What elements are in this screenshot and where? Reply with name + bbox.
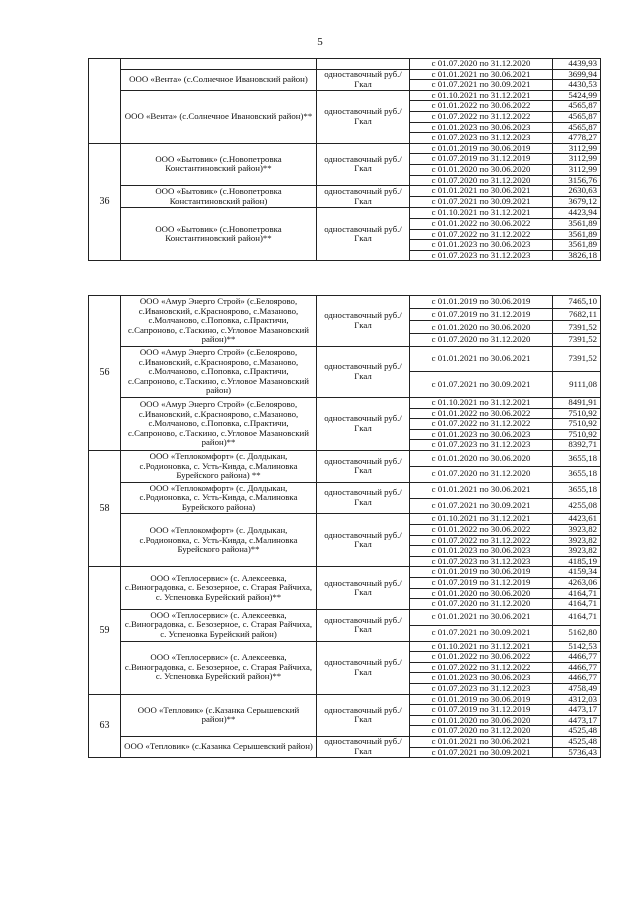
organization-cell	[121, 59, 317, 70]
period-cell: с 01.07.2021 по 30.09.2021	[410, 498, 553, 514]
tariff-value-cell: 8392,71	[553, 440, 601, 451]
tariff-value-cell: 7465,10	[553, 296, 601, 309]
tariff-value-cell: 9111,08	[553, 372, 601, 397]
period-cell: с 01.01.2023 по 30.06.2023	[410, 240, 553, 251]
tariff-value-cell: 3655,18	[553, 482, 601, 498]
table-row	[89, 296, 601, 309]
period-cell: с 01.01.2021 по 30.06.2021	[410, 186, 553, 197]
tariff-value-cell: 4758,49	[553, 683, 601, 694]
tariff-value-cell: 4778,27	[553, 133, 601, 144]
tariff-value-cell: 3561,89	[553, 229, 601, 240]
tariff-unit-cell: одноставочный руб./Гкал	[317, 397, 410, 450]
tariff-value-cell: 4466,77	[553, 652, 601, 663]
period-cell: с 01.07.2019 по 31.12.2019	[410, 578, 553, 589]
tariff-value-cell: 3655,18	[553, 466, 601, 482]
period-cell: с 01.01.2020 по 30.06.2020	[410, 164, 553, 175]
tariff-unit-cell: одноставочный руб./Гкал	[317, 143, 410, 185]
tariff-value-cell: 3699,94	[553, 69, 601, 80]
organization-cell: ООО «Амур Энерго Строй» (с.Белоярово, с.Ивановский, с.Красноярово, с.Мазаново, с.Молчаново, с.Поповка, с.Практичи, с.Сапроново, с.Таскино, с.Угловое Мазановский район)**	[121, 296, 317, 347]
period-cell: с 01.07.2022 по 31.12.2022	[410, 535, 553, 546]
period-cell: с 01.07.2023 по 31.12.2023	[410, 133, 553, 144]
period-cell: с 01.07.2019 по 31.12.2019	[410, 308, 553, 321]
period-cell: с 01.07.2021 по 30.09.2021	[410, 372, 553, 397]
period-cell: с 01.07.2023 по 31.12.2023	[410, 683, 553, 694]
tariff-value-cell: 4565,87	[553, 101, 601, 112]
table-row	[89, 736, 601, 747]
period-cell: с 01.01.2020 по 30.06.2020	[410, 588, 553, 599]
tariff-unit-cell: одноставочный руб./Гкал	[317, 736, 410, 757]
period-cell: с 01.07.2022 по 31.12.2022	[410, 662, 553, 673]
organization-cell: ООО «Теплосервис» (с. Алексеевка, с.Виноградовка, с. Безозерное, с. Старая Райчиха, с. Успеновка Бурейский район)**	[121, 641, 317, 694]
tariff-value-cell: 4185,19	[553, 556, 601, 567]
period-cell: с 01.07.2023 по 31.12.2023	[410, 250, 553, 261]
tariff-value-cell: 4255,08	[553, 498, 601, 514]
period-cell: с 01.01.2021 по 30.06.2021	[410, 609, 553, 625]
tariff-value-cell: 5142,53	[553, 641, 601, 652]
period-cell: с 01.10.2021 по 31.12.2021	[410, 514, 553, 525]
item-number: 36	[89, 143, 121, 261]
tariff-value-cell: 7391,52	[553, 321, 601, 334]
organization-cell: ООО «Тепловик» (с.Казанка Серышевский район)**	[121, 694, 317, 736]
period-cell: с 01.07.2023 по 31.12.2023	[410, 440, 553, 451]
tariff-value-cell: 3923,82	[553, 535, 601, 546]
period-cell: с 01.01.2022 по 30.06.2022	[410, 101, 553, 112]
table-row	[89, 397, 601, 408]
period-cell: с 01.07.2019 по 31.12.2019	[410, 154, 553, 165]
tariff-value-cell: 4164,71	[553, 609, 601, 625]
period-cell: с 01.01.2023 по 30.06.2023	[410, 546, 553, 557]
tariff-value-cell: 3923,82	[553, 525, 601, 536]
tariff-value-cell: 4263,06	[553, 578, 601, 589]
tariff-unit-cell: одноставочный руб./Гкал	[317, 69, 410, 90]
organization-cell: ООО «Бытовик» (с.Новопетровка Константиновский район)**	[121, 143, 317, 185]
tariff-value-cell: 3923,82	[553, 546, 601, 557]
tariff-value-cell: 4565,87	[553, 122, 601, 133]
item-number: 59	[89, 567, 121, 694]
period-cell: с 01.01.2022 по 30.06.2022	[410, 218, 553, 229]
tariff-value-cell: 3826,18	[553, 250, 601, 261]
tariff-value-cell: 5162,80	[553, 625, 601, 641]
period-cell: с 01.01.2023 по 30.06.2023	[410, 673, 553, 684]
period-cell: с 01.07.2023 по 31.12.2023	[410, 556, 553, 567]
item-number	[89, 59, 121, 144]
period-cell: с 01.01.2021 по 30.06.2021	[410, 482, 553, 498]
period-cell: с 01.07.2022 по 31.12.2022	[410, 229, 553, 240]
period-cell: с 01.07.2021 по 30.09.2021	[410, 625, 553, 641]
tariff-value-cell: 4423,61	[553, 514, 601, 525]
period-cell: с 01.10.2021 по 31.12.2021	[410, 208, 553, 219]
period-cell: с 01.07.2021 по 30.09.2021	[410, 197, 553, 208]
table-row	[89, 514, 601, 525]
period-cell: с 01.07.2019 по 31.12.2019	[410, 705, 553, 716]
period-cell: с 01.01.2020 по 30.06.2020	[410, 715, 553, 726]
table-row	[89, 641, 601, 652]
period-cell: с 01.01.2021 по 30.06.2021	[410, 69, 553, 80]
tariff-value-cell: 4473,17	[553, 715, 601, 726]
tariff-value-cell: 4164,71	[553, 599, 601, 610]
table-row	[89, 59, 601, 70]
tariff-value-cell: 3561,89	[553, 240, 601, 251]
period-cell: с 01.10.2021 по 31.12.2021	[410, 90, 553, 101]
tariff-value-cell: 4312,03	[553, 694, 601, 705]
tariff-value-cell: 4565,87	[553, 111, 601, 122]
table-row	[89, 450, 601, 466]
period-cell: с 01.10.2021 по 31.12.2021	[410, 397, 553, 408]
tariff-value-cell: 4159,34	[553, 567, 601, 578]
period-cell: с 01.01.2019 по 30.06.2019	[410, 694, 553, 705]
period-cell: с 01.07.2022 по 31.12.2022	[410, 111, 553, 122]
period-cell: с 01.07.2020 по 31.12.2020	[410, 175, 553, 186]
tariff-value-cell: 4164,71	[553, 588, 601, 599]
organization-cell: ООО «Амур Энерго Строй» (с.Белоярово, с.Ивановский, с.Красноярово, с.Мазаново, с.Молчаново, с.Поповка, с.Практичи, с.Сапроново, с.Таскино, с.Угловое Мазановский район)	[121, 346, 317, 397]
tariff-value-cell: 7391,52	[553, 346, 601, 371]
table-row	[89, 346, 601, 371]
period-cell: с 01.01.2022 по 30.06.2022	[410, 525, 553, 536]
tariff-value-cell: 3112,99	[553, 143, 601, 154]
tariff-value-cell: 4439,93	[553, 59, 601, 70]
table-row	[89, 694, 601, 705]
tariff-value-cell: 4466,77	[553, 673, 601, 684]
tariff-unit-cell: одноставочный руб./Гкал	[317, 296, 410, 347]
tariff-value-cell: 7510,92	[553, 429, 601, 440]
organization-cell: ООО «Теплокомфорт» (с. Долдыкан, с.Родионовка, с. Усть-Кивда, с.Малиновка Бурейского района) **	[121, 450, 317, 482]
tariff-value-cell: 3156,76	[553, 175, 601, 186]
item-number: 56	[89, 296, 121, 451]
tariff-value-cell: 7682,11	[553, 308, 601, 321]
period-cell: с 01.01.2022 по 30.06.2022	[410, 408, 553, 419]
tariff-unit-cell: одноставочный руб./Гкал	[317, 609, 410, 641]
tariff-value-cell: 4466,77	[553, 662, 601, 673]
period-cell: с 01.07.2020 по 31.12.2020	[410, 599, 553, 610]
page-number: 5	[317, 36, 323, 48]
tariff-value-cell: 3679,12	[553, 197, 601, 208]
table-row	[89, 567, 601, 578]
tariff-value-cell: 4423,94	[553, 208, 601, 219]
tariff-value-cell: 4430,53	[553, 80, 601, 91]
organization-cell: ООО «Тепловик» (с.Казанка Серышевский район)	[121, 736, 317, 757]
tariff-unit-cell	[317, 59, 410, 70]
tariff-value-cell: 8491,91	[553, 397, 601, 408]
organization-cell: ООО «Амур Энерго Строй» (с.Белоярово, с.Ивановский, с.Красноярово, с.Мазаново, с.Молчаново, с.Поповка, с.Практичи, с.Сапроново, с.Таскино, с.Угловое Мазановский район)**	[121, 397, 317, 450]
tariff-unit-cell: одноставочный руб./Гкал	[317, 346, 410, 397]
tariff-unit-cell: одноставочный руб./Гкал	[317, 514, 410, 567]
tariff-unit-cell: одноставочный руб./Гкал	[317, 450, 410, 482]
period-cell: с 01.07.2022 по 31.12.2022	[410, 419, 553, 430]
table-row	[89, 482, 601, 498]
tariff-value-cell: 5424,99	[553, 90, 601, 101]
table-row	[89, 143, 601, 154]
organization-cell: ООО «Теплосервис» (с. Алексеевка, с.Виноградовка, с. Безозерное, с. Старая Райчиха, с. Успеновка Бурейский район)**	[121, 567, 317, 609]
tariff-value-cell: 4473,17	[553, 705, 601, 716]
organization-cell: ООО «Теплосервис» (с. Алексеевка, с.Виноградовка, с. Безозерное, с. Старая Райчиха, с. Успеновка Бурейский район)	[121, 609, 317, 641]
period-cell: с 01.01.2023 по 30.06.2023	[410, 429, 553, 440]
tariff-unit-cell: одноставочный руб./Гкал	[317, 567, 410, 609]
tariff-unit-cell: одноставочный руб./Гкал	[317, 90, 410, 143]
period-cell: с 01.01.2021 по 30.06.2021	[410, 736, 553, 747]
period-cell: с 01.01.2023 по 30.06.2023	[410, 122, 553, 133]
tariff-unit-cell: одноставочный руб./Гкал	[317, 186, 410, 208]
period-cell: с 01.07.2020 по 31.12.2020	[410, 59, 553, 70]
tariff-value-cell: 3655,18	[553, 450, 601, 466]
tariff-value-cell: 3561,89	[553, 218, 601, 229]
period-cell: с 01.01.2021 по 30.06.2021	[410, 346, 553, 371]
period-cell: с 01.07.2021 по 30.09.2021	[410, 747, 553, 758]
tariff-value-cell: 2630,63	[553, 186, 601, 197]
tariff-value-cell: 3112,99	[553, 164, 601, 175]
tariff-value-cell: 7510,92	[553, 408, 601, 419]
tariff-table-top	[88, 58, 601, 261]
period-cell: с 01.07.2020 по 31.12.2020	[410, 726, 553, 737]
tariff-unit-cell: одноставочный руб./Гкал	[317, 641, 410, 694]
tariff-value-cell: 5736,43	[553, 747, 601, 758]
tariff-value-cell: 7510,92	[553, 419, 601, 430]
organization-cell: ООО «Бытовик» (с.Новопетровка Константиновский район)	[121, 186, 317, 208]
table-row	[89, 90, 601, 101]
table-row	[89, 208, 601, 219]
organization-cell: ООО «Бытовик» (с.Новопетровка Константиновский район)**	[121, 208, 317, 261]
period-cell: с 01.01.2019 по 30.06.2019	[410, 296, 553, 309]
tariff-table-bottom	[88, 295, 601, 758]
period-cell: с 01.01.2022 по 30.06.2022	[410, 652, 553, 663]
period-cell: с 01.01.2020 по 30.06.2020	[410, 450, 553, 466]
tariff-unit-cell: одноставочный руб./Гкал	[317, 694, 410, 736]
tariff-value-cell: 3112,99	[553, 154, 601, 165]
period-cell: с 01.07.2021 по 30.09.2021	[410, 80, 553, 91]
table-row	[89, 186, 601, 197]
item-number: 63	[89, 694, 121, 758]
organization-cell: ООО «Вента» (с.Солнечное Ивановский район)	[121, 69, 317, 90]
period-cell: с 01.07.2020 по 31.12.2020	[410, 334, 553, 347]
tariff-value-cell: 4525,48	[553, 726, 601, 737]
table-row	[89, 69, 601, 80]
organization-cell: ООО «Теплокомфорт» (с. Долдыкан, с.Родионовка, с. Усть-Кивда, с.Малиновка Бурейского района)**	[121, 514, 317, 567]
period-cell: с 01.01.2020 по 30.06.2020	[410, 321, 553, 334]
tariff-unit-cell: одноставочный руб./Гкал	[317, 208, 410, 261]
organization-cell: ООО «Теплокомфорт» (с. Долдыкан, с.Родионовка, с. Усть-Кивда, с.Малиновка Бурейского района)	[121, 482, 317, 514]
period-cell: с 01.10.2021 по 31.12.2021	[410, 641, 553, 652]
tariff-unit-cell: одноставочный руб./Гкал	[317, 482, 410, 514]
period-cell: с 01.01.2019 по 30.06.2019	[410, 143, 553, 154]
item-number: 58	[89, 450, 121, 567]
period-cell: с 01.07.2020 по 31.12.2020	[410, 466, 553, 482]
organization-cell: ООО «Вента» (с.Солнечное Ивановский район)**	[121, 90, 317, 143]
tariff-value-cell: 7391,52	[553, 334, 601, 347]
tariff-value-cell: 4525,48	[553, 736, 601, 747]
table-row	[89, 609, 601, 625]
period-cell: с 01.01.2019 по 30.06.2019	[410, 567, 553, 578]
